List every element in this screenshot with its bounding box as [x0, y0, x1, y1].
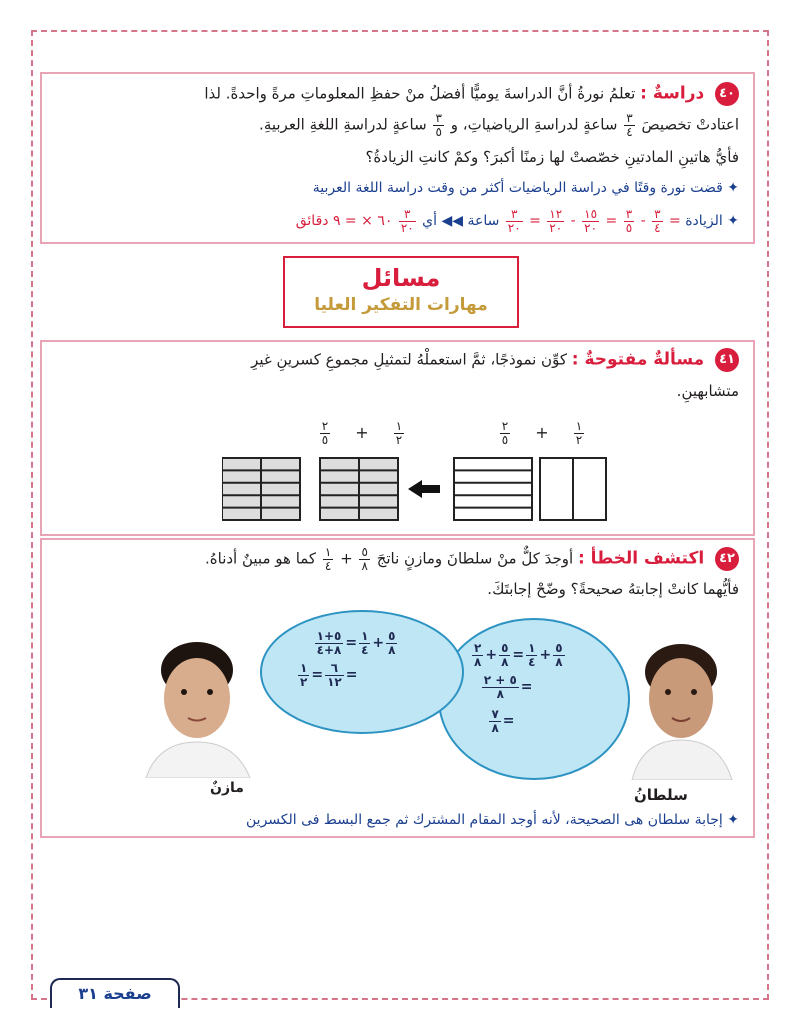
question-41-box — [40, 340, 755, 536]
arrow-icon — [408, 480, 440, 498]
q40-title: دراسةٌ : — [640, 83, 705, 104]
mazen-line-1: $\frac{٥}{٨}$ + $\frac{١}{٤}$ = $\frac{٥+١}{٨+٤}$ — [316, 629, 396, 657]
mazen-photo — [138, 638, 256, 778]
question-42-box — [40, 538, 755, 838]
halves-model — [540, 458, 606, 520]
q41-title: مسألةٌ مفتوحةٌ : — [571, 349, 705, 370]
q41-line2: متشابهينِ. — [676, 382, 739, 400]
page-number-tab: صفحة ٣١ — [50, 978, 180, 1008]
q40-answer-1: ✦ قضت نورة وقتًا في دراسة الرياضيات أكثر من وقت دراسة اللغة العربية — [312, 180, 739, 196]
mazen-speech-bubble — [260, 610, 464, 734]
question-40-box — [40, 72, 755, 244]
fraction: $\frac{٣}{٤}$ — [626, 111, 633, 139]
mazen-line-2: = $\frac{٦}{١٢}$ = $\frac{١}{٢}$ — [300, 661, 358, 689]
hot-title-box — [283, 256, 519, 328]
fraction: $\frac{٣}{٥}$ — [435, 111, 442, 139]
hot-subtitle: مهارات التفكير العليا — [314, 295, 488, 315]
fraction-models — [222, 454, 612, 524]
q42-line2: فأيُّهما كانتْ إجابتهُ صحيحةً؟ وضّحْ إجابتَكَ. — [487, 580, 739, 598]
fifths-model — [454, 458, 532, 520]
right-expression: $\frac{٢}{٥}$ + $\frac{١}{٢}$ — [501, 419, 583, 447]
q40-line1: ٤٠ دراسةٌ : تعلمُ نورةُ أنَّ الدراسةَ يوميًّا أفضلُ منْ حفظِ المعلوماتِ مرةً واحدةً. لذا — [204, 82, 739, 106]
q42-answer: ✦ إجابة سلطان هى الصحيحة، لأنه أوجد المقام المشترك ثم جمع البسط فى الكسرين — [246, 812, 739, 828]
q42-line1: ٤٢ اكتشف الخطأ : أوجدَ كلٌّ منْ سلطانَ ومازنٍ ناتجَ $\frac{٥}{٨}$ + $\frac{١}{٤}$ كما هو مبينٌ أدناهُ. — [205, 546, 739, 572]
sultan-speech-bubble — [438, 618, 630, 780]
left-expression: $\frac{٢}{٥}$ + $\frac{١}{٢}$ — [321, 419, 403, 447]
q42-title: اكتشف الخطأ : — [577, 548, 705, 569]
q41-number: ٤١ — [715, 348, 739, 372]
hot-title: مسائل — [361, 264, 441, 292]
sultan-photo — [622, 640, 740, 780]
sultan-name: سلطانُ — [634, 786, 688, 804]
grid-model-left — [222, 458, 300, 520]
q41-line1: ٤١ مسألةٌ مفتوحةٌ : كوِّن نموذجًا، ثمَّ استعملْهُ لتمثيلِ مجموعِ كسرينِ غيرِ — [251, 348, 739, 372]
q42-number: ٤٢ — [715, 547, 739, 571]
sultan-line-3: = $\frac{٧}{٨}$ — [491, 707, 515, 735]
q40-line2: اعتادتْ تخصيصَ $\frac{٣}{٤}$ ساعةٍ لدراسةِ الرياضياتِ، و $\frac{٣}{٥}$ ساعةٍ لدراسةِ اللغةِ العربيةِ. — [259, 111, 739, 139]
mazen-name: مازنٌ — [210, 780, 244, 796]
q40-answer-2: ✦ الزيادة = $\frac{٣}{٤}$ - $\frac{٣}{٥}$ = $\frac{١٥}{٢٠}$ - $\frac{١٢}{٢٠}$ = $\frac{٣}{٢٠}$ ساعة ◀◀ أي $\frac{٣}{٢٠}$ ٦٠ × = ٩ دقائق — [295, 207, 739, 235]
q40-number: ٤٠ — [715, 82, 739, 106]
q40-line3: فأيُّ هاتينِ المادتينِ خصّصتْ لها زمنًا أكبرَ؟ وكمْ كانتِ الزيادةُ؟ — [365, 148, 739, 166]
sultan-line-1: $\frac{٥}{٨}$ + $\frac{١}{٤}$ = $\frac{٥}{٨}$ + $\frac{٢}{٨}$ — [474, 641, 563, 669]
sultan-line-2: = $\frac{٥ + ٢}{٨}$ — [483, 673, 533, 701]
grid-model-middle — [320, 458, 398, 520]
